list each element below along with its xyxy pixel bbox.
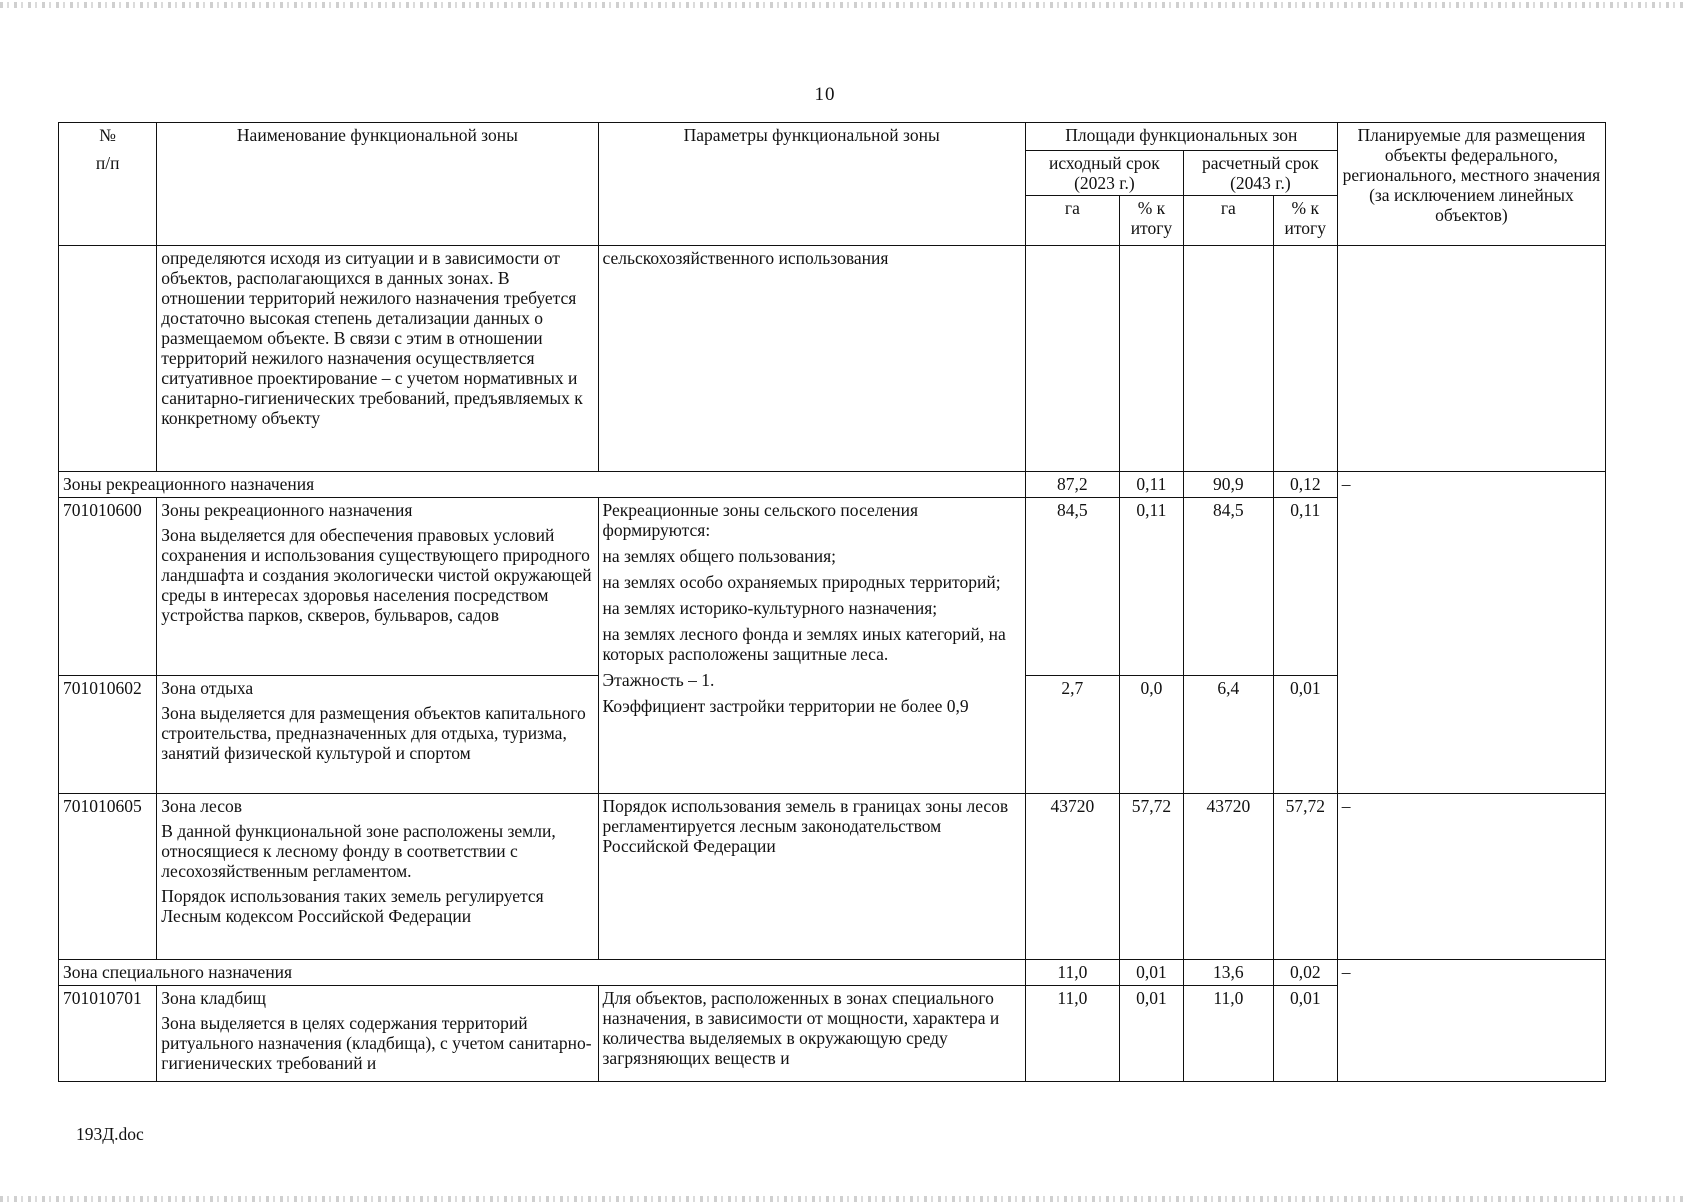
- header-zone-name: Наименование функциональной зоны: [157, 123, 598, 246]
- param-line: на землях общего пользования;: [602, 546, 837, 566]
- header-initial-term: исходный срок (2023 г.): [1025, 151, 1183, 196]
- zone-name: Зоны рекреационного назначения: [161, 500, 413, 520]
- cell-pct-2023: 0,0: [1119, 676, 1183, 794]
- cell-ha-2023: 11,0: [1025, 960, 1119, 986]
- param-line: на землях историко-культурного назначения;: [602, 598, 938, 618]
- cell-pct-2043: 0,12: [1273, 472, 1337, 498]
- cell-ha-2043: 90,9: [1183, 472, 1273, 498]
- cell-pct-2043: 57,72: [1273, 794, 1337, 960]
- header-planned-objects: Планируемые для размещения объекты федерального, регионального, местного значения (за исключением линейных объектов): [1337, 123, 1605, 246]
- zone-name: Зона отдыха: [161, 678, 254, 698]
- cell-pct-2023: 0,01: [1119, 960, 1183, 986]
- cell-pct-2043: 0,11: [1273, 498, 1337, 676]
- cell-ha-2023: 2,7: [1025, 676, 1119, 794]
- cell-code: [59, 246, 157, 472]
- param-line: Коэффициент застройки территории не более 0,9: [602, 696, 969, 716]
- group-label: Зона специального назначения: [59, 960, 1026, 986]
- zone-description: Зона выделяется в целях содержания территорий ритуального назначения (кладбища), с учетом санитарно-гигиенических требований и: [161, 1013, 592, 1073]
- cell-pct-2043: 0,01: [1273, 986, 1337, 1082]
- header-number-abbr: п/п: [95, 153, 120, 173]
- table-row-continued: [59, 246, 1606, 472]
- cell-code: 701010602: [59, 676, 157, 794]
- cell-ha-2023: 11,0: [1025, 986, 1119, 1082]
- table-row-group-recreational: [59, 472, 1606, 498]
- table-row-group-special: [59, 960, 1606, 986]
- cell-ha-2023: 43720: [1025, 794, 1119, 960]
- cell-ha-2043: 43720: [1183, 794, 1273, 960]
- param-line: на землях лесного фонда и землях иных категорий, на которых расположены защитные леса.: [602, 624, 1006, 664]
- param-line: Этажность – 1.: [602, 670, 715, 690]
- group-label: Зоны рекреационного назначения: [59, 472, 1026, 498]
- scan-edge-bottom: [0, 1196, 1686, 1202]
- cell-zone-text: [157, 498, 598, 676]
- zone-name: Зона лесов: [161, 796, 243, 816]
- functional-zones-table: [58, 122, 1606, 1082]
- cell-code: 701010605: [59, 794, 157, 960]
- table-row-forest-zone: [59, 794, 1606, 960]
- cell-zone-text: [157, 676, 598, 794]
- cell-ha-2043: 84,5: [1183, 498, 1273, 676]
- cell-pct-2043: 0,02: [1273, 960, 1337, 986]
- cell-ha-2023: 84,5: [1025, 498, 1119, 676]
- cell-zone-text: определяются исходя из ситуации и в зависимости от объектов, располагающихся в данных зонах. В отношении территорий нежилого назначения требуется достаточно высокая степень детализации данных о размещаемом объекте. В связи с этим в отношении территорий нежилого назначения осуществляется ситуативное проектирование – с учетом нормативных и санитарно-гигиенических требований, предъявляемых к конкретному объекту: [157, 246, 598, 472]
- cell-params: [598, 498, 1025, 794]
- cell-params: Для объектов, расположенных в зонах специального назначения, в зависимости от мощности, характера и количества выделяемых в окружающую среду загрязняющих веществ и: [598, 986, 1025, 1082]
- zone-description: Зона выделяется для размещения объектов капитального строительства, предназначенных для отдыха, туризма, занятий физической культурой и спортом: [161, 703, 586, 763]
- header-zone-params: Параметры функциональной зоны: [598, 123, 1025, 246]
- page-number: 10: [814, 84, 836, 105]
- cell-ha-2043: 11,0: [1183, 986, 1273, 1082]
- cell-ha-2023: 87,2: [1025, 472, 1119, 498]
- cell-ha-2043: 13,6: [1183, 960, 1273, 986]
- cell-zone-text: [157, 986, 598, 1082]
- scan-edge-top: [0, 2, 1686, 8]
- cell-zone-text: [157, 794, 598, 960]
- zone-description: В данной функциональной зоне расположены земли, относящиеся к лесному фонду в соответствии с лесохозяйственным регламентом.: [161, 821, 556, 881]
- footer-filename: 193Д.doc: [76, 1124, 144, 1144]
- cell-pct-2023: 0,11: [1119, 498, 1183, 676]
- header-ha-estimated: га: [1183, 196, 1273, 246]
- header-estimated-term: расчетный срок (2043 г.): [1183, 151, 1337, 196]
- zone-description: Порядок использования таких земель регулируется Лесным кодексом Российской Федерации: [161, 886, 544, 926]
- cell-pct-2043: 0,01: [1273, 676, 1337, 794]
- cell-ha-2043: 6,4: [1183, 676, 1273, 794]
- zone-description: Зона выделяется для обеспечения правовых условий сохранения и использования существующего природного ландшафта и создания экологически чистой окружающей среды в интересах здоровья населения посредством устройства парков, скверов, бульваров, садов: [161, 525, 592, 625]
- cell-planned: –: [1337, 960, 1605, 1082]
- cell-code: 701010701: [59, 986, 157, 1082]
- header-ha-initial: га: [1025, 196, 1119, 246]
- cell-planned: –: [1337, 794, 1605, 960]
- header-zone-areas: Площади функциональных зон: [1025, 123, 1337, 151]
- cell-params: Порядок использования земель в границах зоны лесов регламентируется лесным законодательством Российской Федерации: [598, 794, 1025, 960]
- header-number: [59, 123, 157, 246]
- cell-planned: –: [1337, 472, 1605, 794]
- header-number-sign: №: [99, 125, 116, 145]
- cell-pct-2023: 57,72: [1119, 794, 1183, 960]
- param-line: на землях особо охраняемых природных территорий;: [602, 572, 1001, 592]
- param-line: Рекреационные зоны сельского поселения формируются:: [602, 500, 918, 540]
- header-pct-estimated: % к итогу: [1273, 196, 1337, 246]
- cell-pct-2023: 0,11: [1119, 472, 1183, 498]
- cell-params: сельскохозяйственного использования: [598, 246, 1025, 472]
- cell-pct-2023: 0,01: [1119, 986, 1183, 1082]
- zone-name: Зона кладбищ: [161, 988, 266, 1008]
- header-pct-initial: % к итогу: [1119, 196, 1183, 246]
- cell-code: 701010600: [59, 498, 157, 676]
